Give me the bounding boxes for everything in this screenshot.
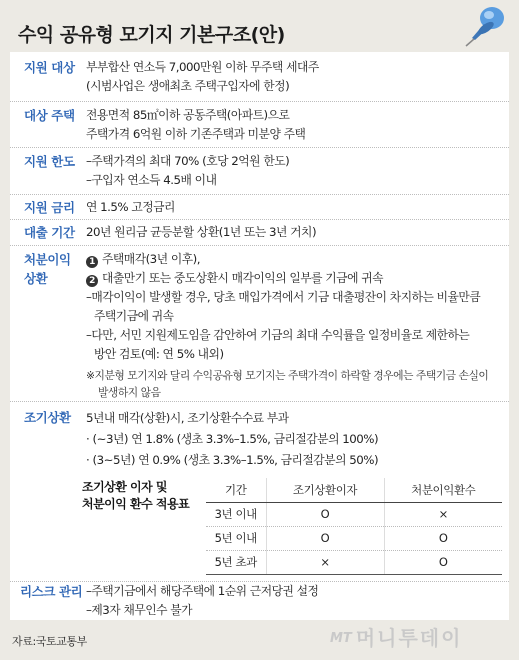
label-rate: 지원 금리 [24, 200, 75, 215]
label-disposal-line: 상환 [24, 271, 48, 286]
table-cell: × [384, 502, 502, 526]
table-header: 조기상환이자 [266, 478, 384, 502]
label-disposal-line: 처분이익 [24, 252, 71, 267]
label-risk: 리스크 관리 [20, 584, 83, 599]
text-early [86, 408, 501, 471]
pushpin-icon [462, 4, 512, 48]
text-risk [86, 582, 501, 620]
risk-line: –주택기금에서 해당주택에 1순위 근저당권 설정 [86, 584, 319, 598]
rate-table-block [10, 478, 509, 582]
row-risk [10, 582, 509, 620]
row-housing [10, 102, 509, 148]
text-eligibility [86, 58, 501, 96]
row-early [10, 402, 509, 582]
label-housing: 대상 주택 [24, 108, 75, 123]
limit-line: –주택가격의 최대 70% (호당 2억원 한도) [86, 154, 290, 168]
source-credit: 자료:국토교통부 [12, 635, 87, 648]
rate-table [206, 478, 502, 575]
row-term [10, 220, 509, 246]
logo-prefix: MT [330, 631, 352, 646]
row-limit [10, 148, 509, 195]
disposal-line: 주택기금에 귀속 [94, 309, 174, 323]
table-cell: × [266, 550, 384, 574]
table-cell: 5년 초과 [206, 550, 266, 574]
table-cell: O [384, 550, 502, 574]
housing-line: 주택가격 6억원 이하 기존주택과 미분양 주택 [86, 127, 306, 141]
table-row [206, 550, 502, 574]
text-rate [86, 198, 501, 217]
table-row [206, 526, 502, 550]
eligibility-line: 부부합산 연소득 7,000만원 이하 무주택 세대주 [86, 60, 319, 74]
eligibility-line: (시범사업은 생애최초 주택구입자에 한정) [86, 79, 290, 93]
disposal-line: –다만, 서민 지원제도임을 감안하여 기금의 최대 수익률을 일정비율로 제한하는 [86, 328, 470, 342]
label-term: 대출 기간 [24, 225, 75, 240]
text-limit [86, 152, 501, 190]
housing-line: 전용면적 85㎡이하 공동주택(아파트)으로 [86, 108, 290, 122]
table-header-row [206, 478, 502, 502]
number-badge: 2 [86, 275, 98, 287]
limit-line: –구입자 연소득 4.5배 이내 [86, 173, 217, 187]
table-header: 기간 [206, 478, 266, 502]
label-limit: 지원 한도 [24, 154, 75, 169]
row-eligibility [10, 52, 509, 102]
logo-name: 머니투데이 [355, 626, 463, 650]
early-line: 5년내 매각(상환)시, 조기상환수수료 부과 [86, 411, 289, 425]
row-rate [10, 195, 509, 220]
rate-line: 연 1.5% 고정금리 [86, 200, 175, 214]
table-cell: 5년 이내 [206, 526, 266, 550]
label-disposal [24, 250, 71, 288]
text-housing [86, 106, 501, 144]
number-badge: 1 [86, 256, 98, 268]
table-header: 처분이익환수 [384, 478, 502, 502]
risk-line: –제3자 채무인수 불가 [86, 603, 193, 617]
table-cell: O [266, 526, 384, 550]
rate-table-title-line: 처분이익 환수 적용표 [82, 497, 190, 511]
text-disposal [86, 250, 501, 401]
disposal-line: –매각이익이 발생할 경우, 당초 매입가격에서 기금 대출평잔이 차지하는 비율만큼 [86, 290, 481, 304]
rate-table-title-line: 조기상환 이자 및 [82, 480, 168, 494]
table-cell: O [384, 526, 502, 550]
early-line: · (3~5년) 연 0.9% (생초 3.3%–1.5%, 금리절감분의 50%) [86, 453, 379, 467]
disposal-line: 방안 검토(예: 연 5% 내외) [94, 347, 224, 361]
row-disposal [10, 246, 509, 402]
publisher-logo [330, 622, 462, 651]
table-cell: O [266, 502, 384, 526]
table-cell: 3년 이내 [206, 502, 266, 526]
disposal-note: 발생하지 않음 [98, 386, 161, 399]
page-title: 수익 공유형 모기지 기본구조(안) [18, 24, 285, 46]
text-term [86, 223, 501, 242]
content-panel [10, 52, 509, 620]
early-line: · (~3년) 연 1.8% (생초 3.3%–1.5%, 금리절감분의 100%) [86, 432, 379, 446]
term-line: 20년 원리금 균등분할 상환(1년 또는 3년 거치) [86, 225, 317, 239]
table-row [206, 502, 502, 526]
disposal-item: 대출만기 또는 중도상환시 매각이익의 일부를 기금에 귀속 [102, 271, 383, 285]
disposal-note: ※지분형 모기지와 달리 수익공유형 모기지는 주택가격이 하락할 경우에는 주택기금 손실이 [86, 369, 489, 382]
label-early: 조기상환 [24, 410, 71, 425]
disposal-item: 주택매각(3년 이후), [102, 252, 200, 266]
rate-table-title [82, 479, 189, 513]
label-eligibility: 지원 대상 [24, 60, 75, 75]
